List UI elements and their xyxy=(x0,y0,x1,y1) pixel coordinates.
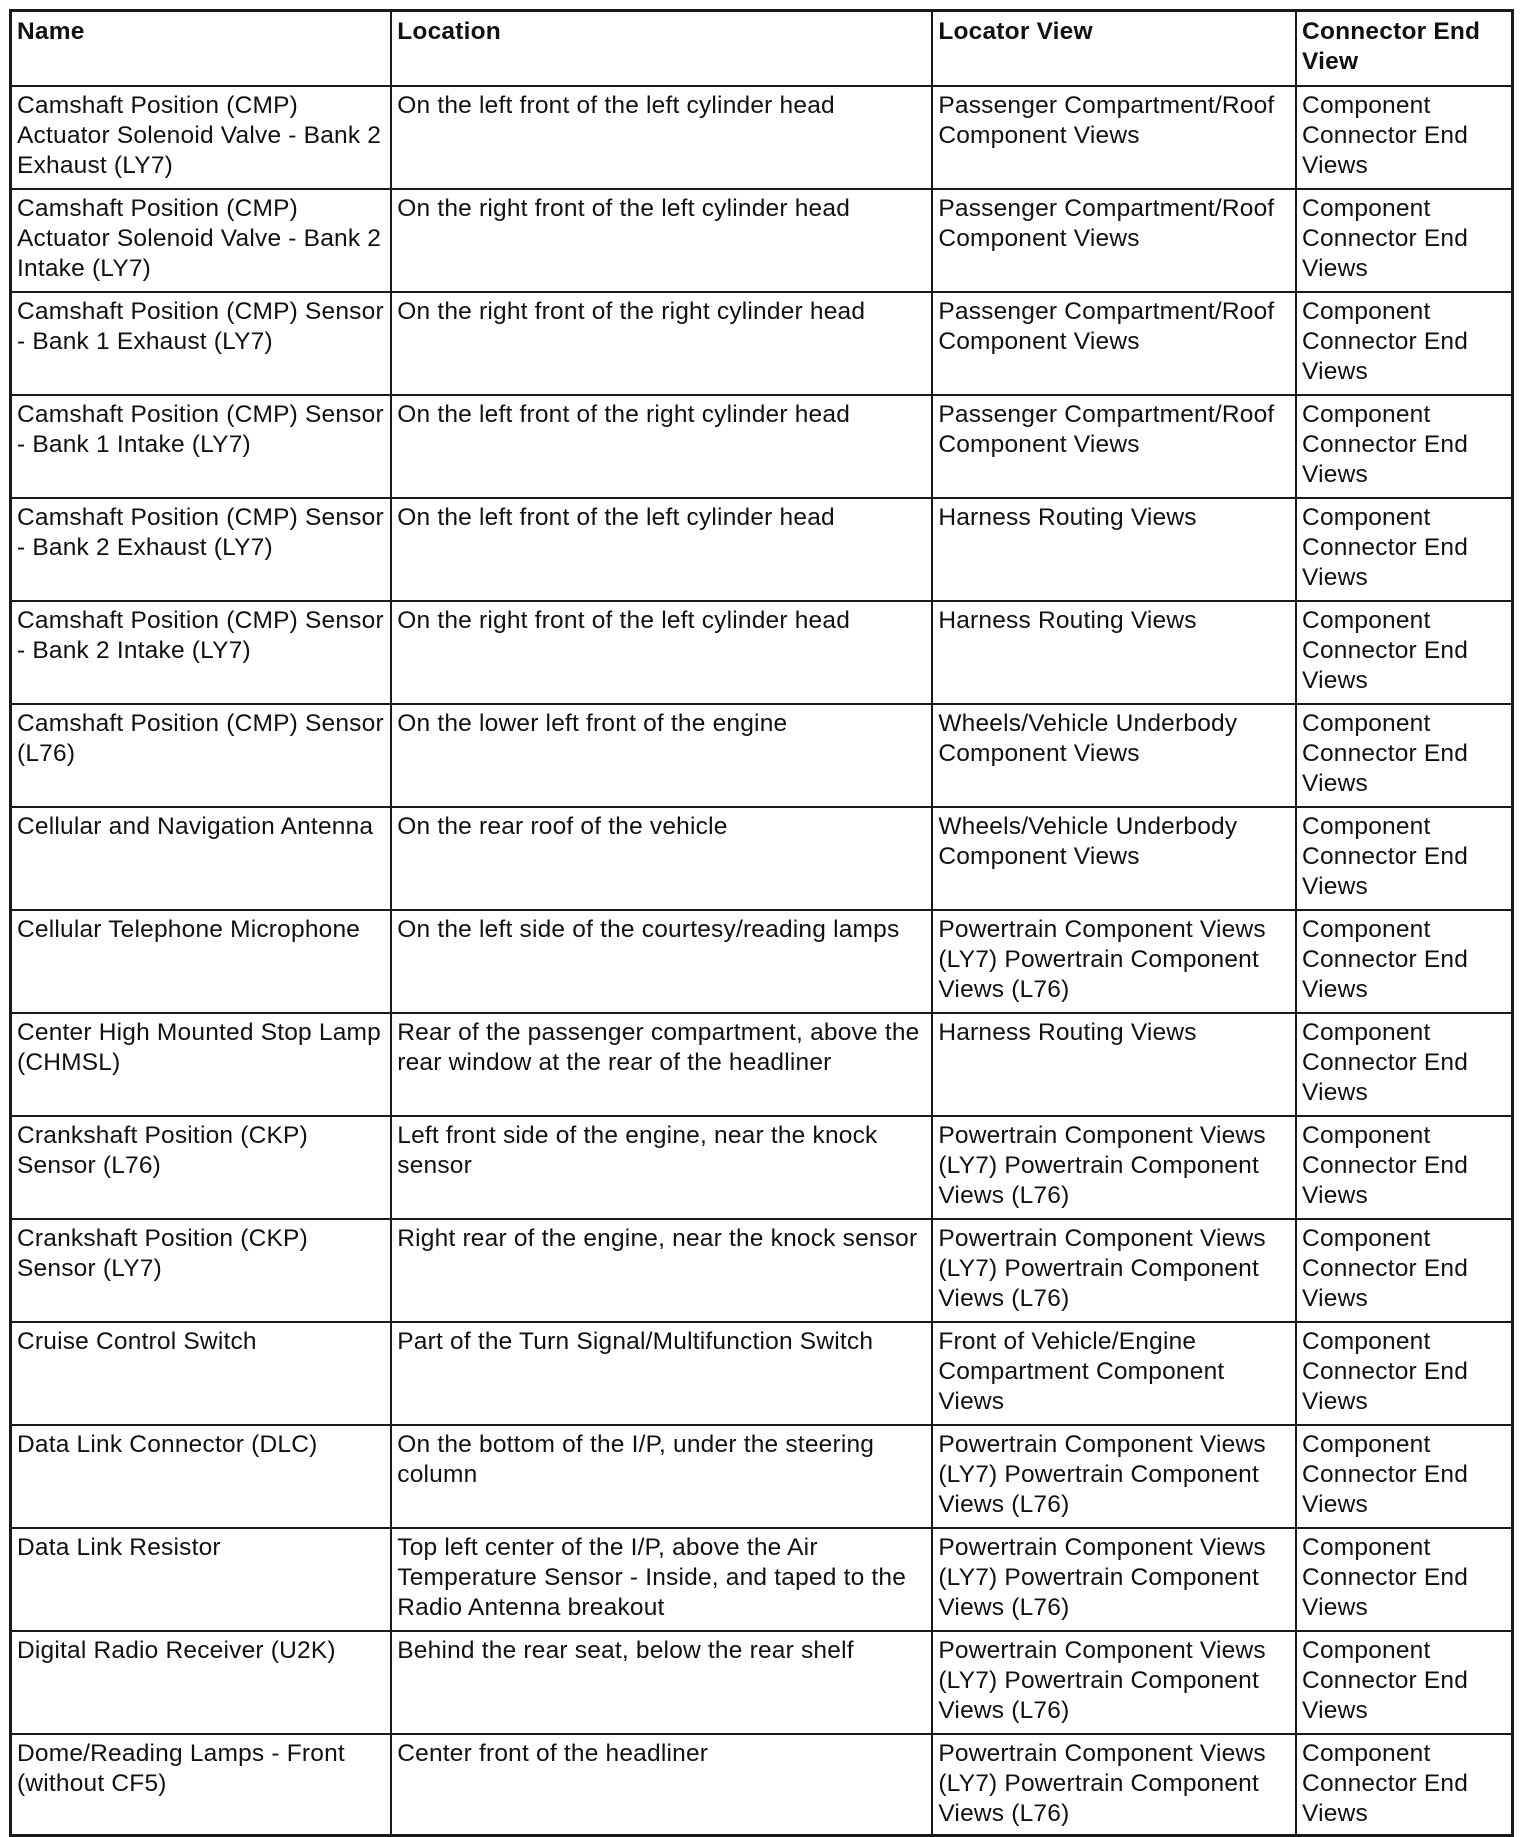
cell-locator-view: Harness Routing Views xyxy=(932,498,1296,601)
table-row xyxy=(11,189,1513,292)
cell-location: On the left front of the left cylinder head xyxy=(391,86,932,189)
cell-connector-end-view: Component Connector End Views xyxy=(1296,1322,1512,1425)
cell-location: On the lower left front of the engine xyxy=(391,704,932,807)
cell-connector-end-view: Component Connector End Views xyxy=(1296,86,1512,189)
cell-locator-view: Powertrain Component Views (LY7) Powertrain Component Views (L76) xyxy=(932,1219,1296,1322)
cell-locator-view: Passenger Compartment/Roof Component Views xyxy=(932,292,1296,395)
cell-connector-end-view: Component Connector End Views xyxy=(1296,704,1512,807)
cell-location: Center front of the headliner xyxy=(391,1734,932,1835)
table-body xyxy=(11,86,1513,1835)
header-row xyxy=(11,11,1513,87)
table-row xyxy=(11,1734,1513,1835)
table-row xyxy=(11,1528,1513,1631)
cell-name: Digital Radio Receiver (U2K) xyxy=(11,1631,392,1734)
cell-location: Right rear of the engine, near the knock sensor xyxy=(391,1219,932,1322)
cell-location: On the right front of the right cylinder head xyxy=(391,292,932,395)
cell-connector-end-view: Component Connector End Views xyxy=(1296,910,1512,1013)
cell-connector-end-view: Component Connector End Views xyxy=(1296,601,1512,704)
cell-name: Camshaft Position (CMP) Actuator Solenoid Valve - Bank 2 Exhaust (LY7) xyxy=(11,86,392,189)
cell-connector-end-view: Component Connector End Views xyxy=(1296,1425,1512,1528)
header-locator-view: Locator View xyxy=(932,11,1296,87)
cell-locator-view: Powertrain Component Views (LY7) Powertrain Component Views (L76) xyxy=(932,910,1296,1013)
table-row xyxy=(11,292,1513,395)
cell-connector-end-view: Component Connector End Views xyxy=(1296,1219,1512,1322)
header-name: Name xyxy=(11,11,392,87)
table-row xyxy=(11,704,1513,807)
cell-location: On the right front of the left cylinder head xyxy=(391,189,932,292)
table-row xyxy=(11,601,1513,704)
cell-name: Cellular and Navigation Antenna xyxy=(11,807,392,910)
cell-name: Crankshaft Position (CKP) Sensor (LY7) xyxy=(11,1219,392,1322)
table-row xyxy=(11,498,1513,601)
cell-locator-view: Passenger Compartment/Roof Component Views xyxy=(932,86,1296,189)
table-row xyxy=(11,1116,1513,1219)
table-row xyxy=(11,1425,1513,1528)
cell-name: Data Link Connector (DLC) xyxy=(11,1425,392,1528)
cell-location: Behind the rear seat, below the rear shelf xyxy=(391,1631,932,1734)
cell-name: Cellular Telephone Microphone xyxy=(11,910,392,1013)
table-row xyxy=(11,1631,1513,1734)
cell-connector-end-view: Component Connector End Views xyxy=(1296,1734,1512,1835)
cell-connector-end-view: Component Connector End Views xyxy=(1296,1116,1512,1219)
table-row xyxy=(11,86,1513,189)
cell-location: On the rear roof of the vehicle xyxy=(391,807,932,910)
cell-connector-end-view: Component Connector End Views xyxy=(1296,1631,1512,1734)
table-row xyxy=(11,395,1513,498)
cell-name: Data Link Resistor xyxy=(11,1528,392,1631)
cell-location: On the left front of the right cylinder head xyxy=(391,395,932,498)
cell-name: Center High Mounted Stop Lamp (CHMSL) xyxy=(11,1013,392,1116)
cell-locator-view: Powertrain Component Views (LY7) Powertrain Component Views (L76) xyxy=(932,1631,1296,1734)
cell-location: Left front side of the engine, near the knock sensor xyxy=(391,1116,932,1219)
cell-locator-view: Passenger Compartment/Roof Component Views xyxy=(932,189,1296,292)
cell-location: Rear of the passenger compartment, above the rear window at the rear of the headliner xyxy=(391,1013,932,1116)
cell-connector-end-view: Component Connector End Views xyxy=(1296,395,1512,498)
cell-locator-view: Harness Routing Views xyxy=(932,601,1296,704)
cell-name: Crankshaft Position (CKP) Sensor (L76) xyxy=(11,1116,392,1219)
cell-location: On the right front of the left cylinder head xyxy=(391,601,932,704)
cell-name: Camshaft Position (CMP) Sensor - Bank 1 Intake (LY7) xyxy=(11,395,392,498)
cell-name: Camshaft Position (CMP) Sensor - Bank 1 Exhaust (LY7) xyxy=(11,292,392,395)
cell-location: On the bottom of the I/P, under the steering column xyxy=(391,1425,932,1528)
table-header xyxy=(11,11,1513,87)
component-locator-table xyxy=(9,9,1514,1837)
cell-location: On the left front of the left cylinder head xyxy=(391,498,932,601)
cell-locator-view: Harness Routing Views xyxy=(932,1013,1296,1116)
cell-locator-view: Powertrain Component Views (LY7) Powertrain Component Views (L76) xyxy=(932,1116,1296,1219)
cell-location: On the left side of the courtesy/reading lamps xyxy=(391,910,932,1013)
cell-location: Part of the Turn Signal/Multifunction Switch xyxy=(391,1322,932,1425)
cell-locator-view: Powertrain Component Views (LY7) Powertrain Component Views (L76) xyxy=(932,1734,1296,1835)
header-connector-end-view: Connector End View xyxy=(1296,11,1512,87)
cell-connector-end-view: Component Connector End Views xyxy=(1296,1013,1512,1116)
header-location: Location xyxy=(391,11,932,87)
cell-name: Camshaft Position (CMP) Actuator Solenoid Valve - Bank 2 Intake (LY7) xyxy=(11,189,392,292)
table-row xyxy=(11,807,1513,910)
cell-name: Dome/Reading Lamps - Front (without CF5) xyxy=(11,1734,392,1835)
table-row xyxy=(11,1219,1513,1322)
cell-locator-view: Wheels/Vehicle Underbody Component Views xyxy=(932,807,1296,910)
cell-connector-end-view: Component Connector End Views xyxy=(1296,189,1512,292)
cell-name: Camshaft Position (CMP) Sensor (L76) xyxy=(11,704,392,807)
table-row xyxy=(11,1013,1513,1116)
cell-locator-view: Wheels/Vehicle Underbody Component Views xyxy=(932,704,1296,807)
cell-name: Cruise Control Switch xyxy=(11,1322,392,1425)
cell-location: Top left center of the I/P, above the Air Temperature Sensor - Inside, and taped to the Radio Antenna breakout xyxy=(391,1528,932,1631)
cell-connector-end-view: Component Connector End Views xyxy=(1296,1528,1512,1631)
table-row xyxy=(11,910,1513,1013)
cell-name: Camshaft Position (CMP) Sensor - Bank 2 Intake (LY7) xyxy=(11,601,392,704)
cell-locator-view: Powertrain Component Views (LY7) Powertrain Component Views (L76) xyxy=(932,1425,1296,1528)
cell-connector-end-view: Component Connector End Views xyxy=(1296,498,1512,601)
cell-locator-view: Powertrain Component Views (LY7) Powertrain Component Views (L76) xyxy=(932,1528,1296,1631)
cell-connector-end-view: Component Connector End Views xyxy=(1296,807,1512,910)
cell-connector-end-view: Component Connector End Views xyxy=(1296,292,1512,395)
cell-locator-view: Passenger Compartment/Roof Component Views xyxy=(932,395,1296,498)
cell-name: Camshaft Position (CMP) Sensor - Bank 2 Exhaust (LY7) xyxy=(11,498,392,601)
cell-locator-view: Front of Vehicle/Engine Compartment Component Views xyxy=(932,1322,1296,1425)
table-row xyxy=(11,1322,1513,1425)
